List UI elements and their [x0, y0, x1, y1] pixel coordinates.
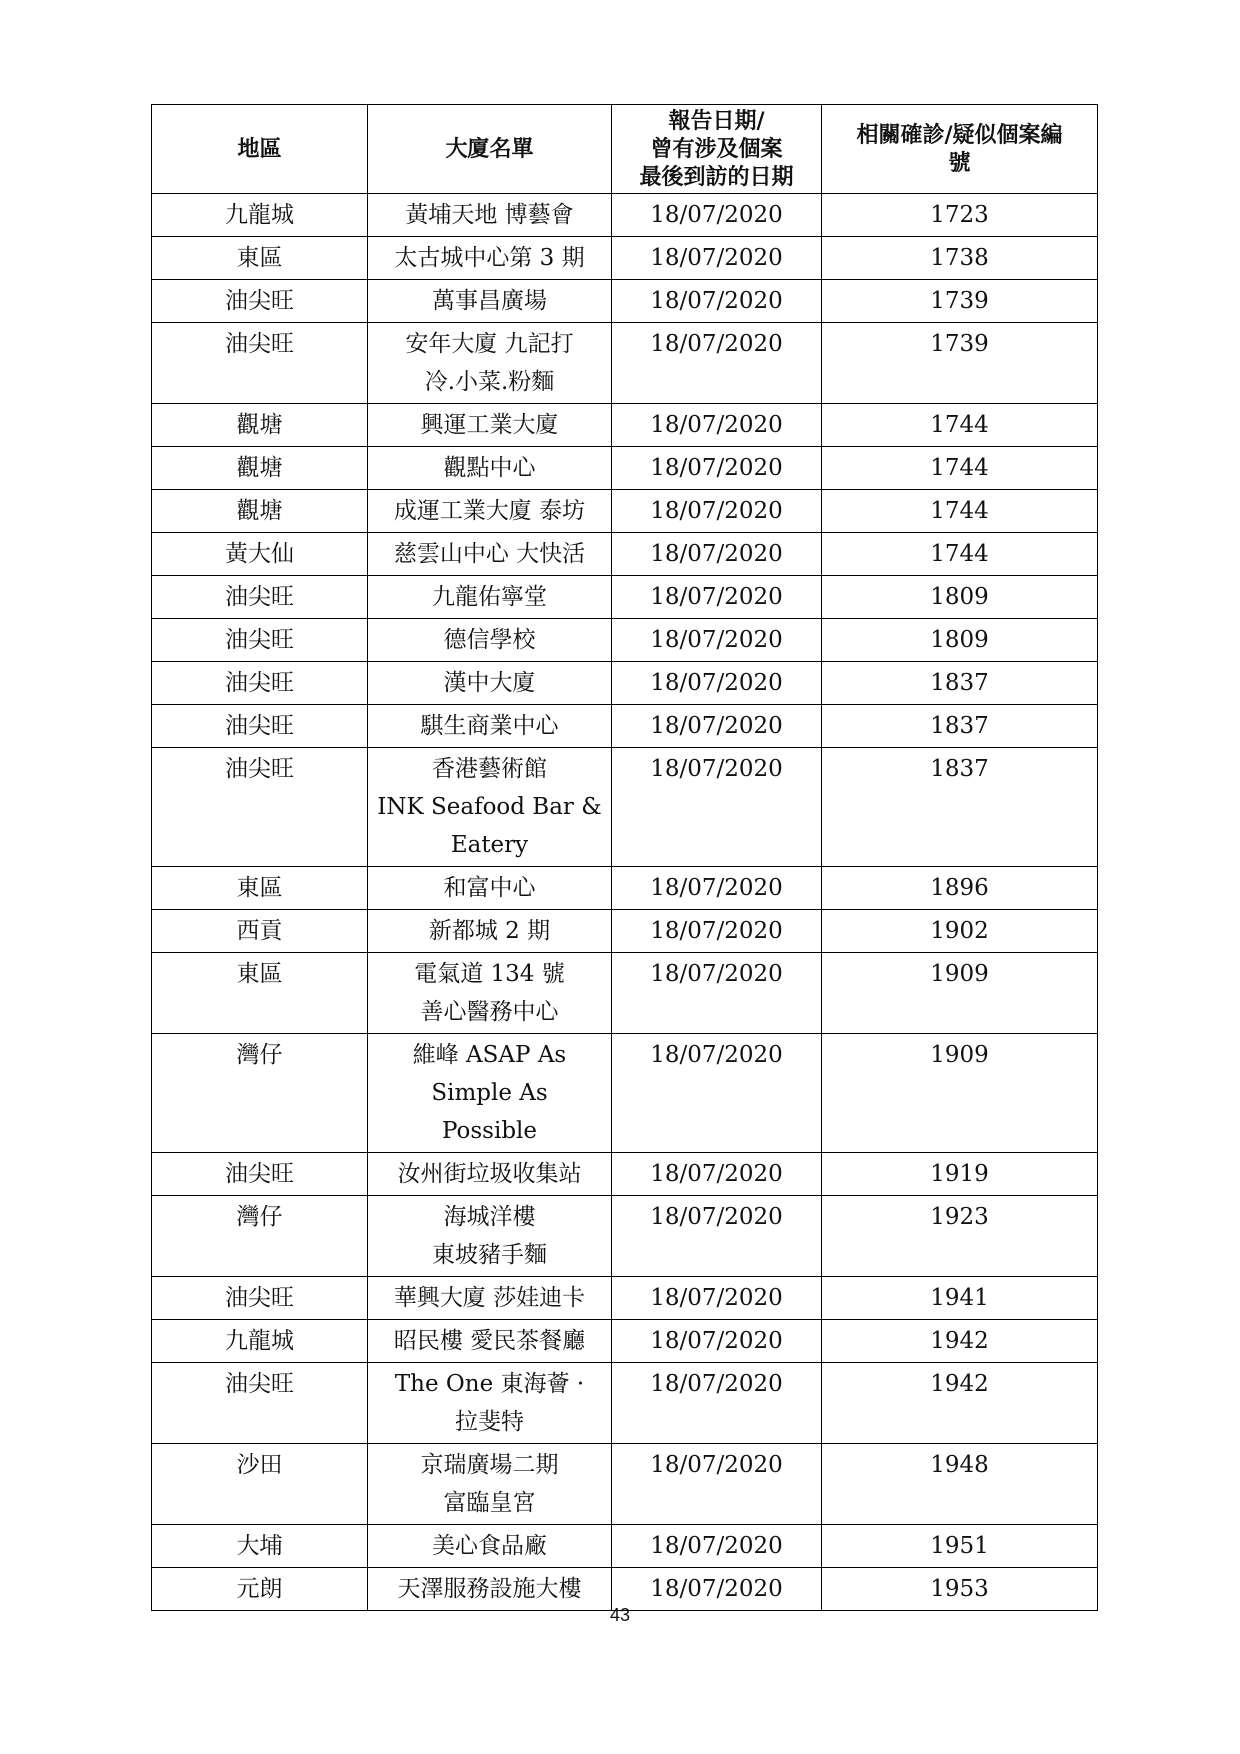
cell-case: 1739 — [822, 280, 1098, 323]
cell-building — [368, 748, 612, 867]
table-row — [152, 404, 1098, 447]
table-row — [152, 490, 1098, 533]
building-line: 慈雲山中心 大快活 — [393, 541, 586, 567]
cell-building — [368, 576, 612, 619]
building-line: 新都城 2 期 — [428, 918, 551, 944]
cell-district: 沙田 — [152, 1444, 368, 1525]
building-line: 太古城中心第 3 期 — [394, 245, 585, 271]
cell-case: 1909 — [822, 953, 1098, 1034]
cell-district: 油尖旺 — [152, 323, 368, 404]
cell-building — [368, 1277, 612, 1320]
table-row — [152, 533, 1098, 576]
cell-case: 1837 — [822, 705, 1098, 748]
building-line: 香港藝術館 — [432, 756, 547, 782]
cell-case: 1923 — [822, 1196, 1098, 1277]
cell-date: 18/07/2020 — [612, 1320, 822, 1363]
cell-date: 18/07/2020 — [612, 194, 822, 237]
building-line: 昭民樓 愛民茶餐廳 — [393, 1328, 586, 1354]
building-line: 維峰 ASAP As — [412, 1042, 567, 1068]
table-row — [152, 1363, 1098, 1444]
table-row — [152, 705, 1098, 748]
cell-date: 18/07/2020 — [612, 576, 822, 619]
building-line: 黃埔天地 博藝會 — [405, 202, 574, 228]
table-row — [152, 619, 1098, 662]
cell-district: 油尖旺 — [152, 280, 368, 323]
cell-building — [368, 910, 612, 953]
cell-date: 18/07/2020 — [612, 1568, 822, 1611]
cell-district: 油尖旺 — [152, 619, 368, 662]
cell-district: 灣仔 — [152, 1196, 368, 1277]
building-line: 海城洋樓 — [443, 1204, 536, 1230]
cell-building — [368, 1525, 612, 1568]
cell-district: 灣仔 — [152, 1034, 368, 1153]
cell-building — [368, 533, 612, 576]
building-line: 成運工業大廈 泰坊 — [393, 498, 586, 524]
cell-date: 18/07/2020 — [612, 910, 822, 953]
cell-district: 油尖旺 — [152, 1153, 368, 1196]
cell-date: 18/07/2020 — [612, 323, 822, 404]
building-line: 富臨皇宮 — [443, 1490, 536, 1516]
cell-district: 九龍城 — [152, 194, 368, 237]
building-line: 觀點中心 — [443, 455, 536, 481]
header-case — [822, 105, 1098, 194]
cell-case: 1744 — [822, 404, 1098, 447]
cell-case: 1723 — [822, 194, 1098, 237]
cell-building — [368, 194, 612, 237]
cell-date: 18/07/2020 — [612, 1444, 822, 1525]
cell-date: 18/07/2020 — [612, 1525, 822, 1568]
cell-date: 18/07/2020 — [612, 447, 822, 490]
table-row — [152, 1034, 1098, 1153]
cell-building — [368, 1153, 612, 1196]
table-header-row — [152, 105, 1098, 194]
cell-date: 18/07/2020 — [612, 1034, 822, 1153]
cell-date: 18/07/2020 — [612, 953, 822, 1034]
building-line: 安年大廈 九記打 — [405, 331, 574, 357]
cell-date: 18/07/2020 — [612, 1363, 822, 1444]
building-line: The One 東海薈 · — [394, 1371, 585, 1397]
cell-case: 1744 — [822, 447, 1098, 490]
building-line: 騏生商業中心 — [420, 713, 559, 739]
header-district: 地區 — [152, 105, 368, 194]
cell-case: 1837 — [822, 748, 1098, 867]
cell-date: 18/07/2020 — [612, 619, 822, 662]
cell-date: 18/07/2020 — [612, 662, 822, 705]
cell-case: 1941 — [822, 1277, 1098, 1320]
building-line: 德信學校 — [443, 627, 536, 653]
cell-building — [368, 1320, 612, 1363]
page-number: 43 — [609, 1605, 631, 1625]
cell-case: 1948 — [822, 1444, 1098, 1525]
building-line: 九龍佑寧堂 — [432, 584, 547, 610]
table-row — [152, 748, 1098, 867]
building-line: 漢中大廈 — [443, 670, 536, 696]
cell-building — [368, 447, 612, 490]
building-line: 和富中心 — [443, 875, 536, 901]
cell-district: 黃大仙 — [152, 533, 368, 576]
cell-case: 1809 — [822, 576, 1098, 619]
cell-case: 1896 — [822, 867, 1098, 910]
header-date — [612, 105, 822, 194]
cell-district: 觀塘 — [152, 490, 368, 533]
building-line: 汝州街垃圾收集站 — [397, 1161, 582, 1187]
cell-building — [368, 1034, 612, 1153]
table-row — [152, 447, 1098, 490]
cell-case: 1837 — [822, 662, 1098, 705]
building-line: 善心醫務中心 — [420, 999, 559, 1025]
cell-building — [368, 867, 612, 910]
header-case-line: 相關確診/疑似個案編 — [856, 122, 1063, 148]
table-body — [152, 194, 1098, 1611]
cell-district: 元朗 — [152, 1568, 368, 1611]
cell-date: 18/07/2020 — [612, 533, 822, 576]
cell-building — [368, 619, 612, 662]
cell-case: 1919 — [822, 1153, 1098, 1196]
table-row — [152, 867, 1098, 910]
building-line: INK Seafood Bar & — [377, 794, 602, 820]
building-line: Possible — [441, 1118, 538, 1144]
cell-case: 1744 — [822, 533, 1098, 576]
table-row — [152, 1320, 1098, 1363]
cell-district: 大埔 — [152, 1525, 368, 1568]
header-date-line: 報告日期/ — [668, 108, 765, 134]
cell-building — [368, 662, 612, 705]
cell-district: 油尖旺 — [152, 748, 368, 867]
cell-case: 1744 — [822, 490, 1098, 533]
cell-case: 1902 — [822, 910, 1098, 953]
header-date-line: 最後到訪的日期 — [639, 164, 794, 190]
header-building: 大廈名單 — [368, 105, 612, 194]
cell-building — [368, 237, 612, 280]
building-line: 天澤服務設施大樓 — [397, 1576, 582, 1602]
cell-building — [368, 1444, 612, 1525]
cell-date: 18/07/2020 — [612, 1196, 822, 1277]
cell-case: 1942 — [822, 1363, 1098, 1444]
building-line: 華興大廈 莎娃迪卡 — [393, 1285, 586, 1311]
header-case-line: 號 — [948, 150, 971, 176]
table-row — [152, 910, 1098, 953]
table-row — [152, 323, 1098, 404]
cell-date: 18/07/2020 — [612, 237, 822, 280]
cell-district: 油尖旺 — [152, 705, 368, 748]
table-row — [152, 576, 1098, 619]
table-row — [152, 953, 1098, 1034]
cell-date: 18/07/2020 — [612, 1153, 822, 1196]
building-line: 美心食品廠 — [432, 1533, 547, 1559]
cell-district: 油尖旺 — [152, 1277, 368, 1320]
building-line: 東坡豬手麵 — [432, 1242, 547, 1268]
cell-building — [368, 1363, 612, 1444]
cell-date: 18/07/2020 — [612, 280, 822, 323]
cell-date: 18/07/2020 — [612, 867, 822, 910]
table-row — [152, 1444, 1098, 1525]
cell-district: 觀塘 — [152, 447, 368, 490]
building-line: 興運工業大廈 — [420, 412, 559, 438]
building-line: 冷.小菜.粉麵 — [424, 369, 555, 395]
table-row — [152, 194, 1098, 237]
cell-district: 九龍城 — [152, 1320, 368, 1363]
table-row — [152, 1525, 1098, 1568]
building-line: 拉斐特 — [455, 1409, 524, 1435]
cell-district: 油尖旺 — [152, 1363, 368, 1444]
table-row — [152, 1196, 1098, 1277]
table-row — [152, 237, 1098, 280]
cell-district: 西貢 — [152, 910, 368, 953]
table-row — [152, 280, 1098, 323]
header-date-line: 曾有涉及個案 — [650, 136, 783, 162]
cell-case: 1739 — [822, 323, 1098, 404]
cell-building — [368, 404, 612, 447]
cell-district: 觀塘 — [152, 404, 368, 447]
buildings-table — [151, 104, 1098, 1611]
cell-district: 東區 — [152, 867, 368, 910]
building-line: Simple As — [431, 1080, 548, 1106]
cell-building — [368, 323, 612, 404]
cell-building — [368, 490, 612, 533]
cell-building — [368, 953, 612, 1034]
cell-date: 18/07/2020 — [612, 1277, 822, 1320]
cell-date: 18/07/2020 — [612, 404, 822, 447]
cell-case: 1738 — [822, 237, 1098, 280]
cell-district: 東區 — [152, 237, 368, 280]
cell-case: 1942 — [822, 1320, 1098, 1363]
cell-building — [368, 1196, 612, 1277]
building-line: 京瑞廣場二期 — [420, 1452, 559, 1478]
cell-case: 1809 — [822, 619, 1098, 662]
cell-date: 18/07/2020 — [612, 705, 822, 748]
building-line: Eatery — [450, 832, 529, 858]
cell-district: 油尖旺 — [152, 576, 368, 619]
table-row — [152, 662, 1098, 705]
cell-district: 油尖旺 — [152, 662, 368, 705]
cell-case: 1909 — [822, 1034, 1098, 1153]
building-line: 萬事昌廣場 — [432, 288, 547, 314]
building-line: 電氣道 134 號 — [414, 961, 565, 987]
table-row — [152, 1153, 1098, 1196]
cell-district: 東區 — [152, 953, 368, 1034]
cell-case: 1953 — [822, 1568, 1098, 1611]
cell-building — [368, 705, 612, 748]
cell-building — [368, 280, 612, 323]
cell-date: 18/07/2020 — [612, 490, 822, 533]
cell-date: 18/07/2020 — [612, 748, 822, 867]
cell-case: 1951 — [822, 1525, 1098, 1568]
table-row — [152, 1277, 1098, 1320]
